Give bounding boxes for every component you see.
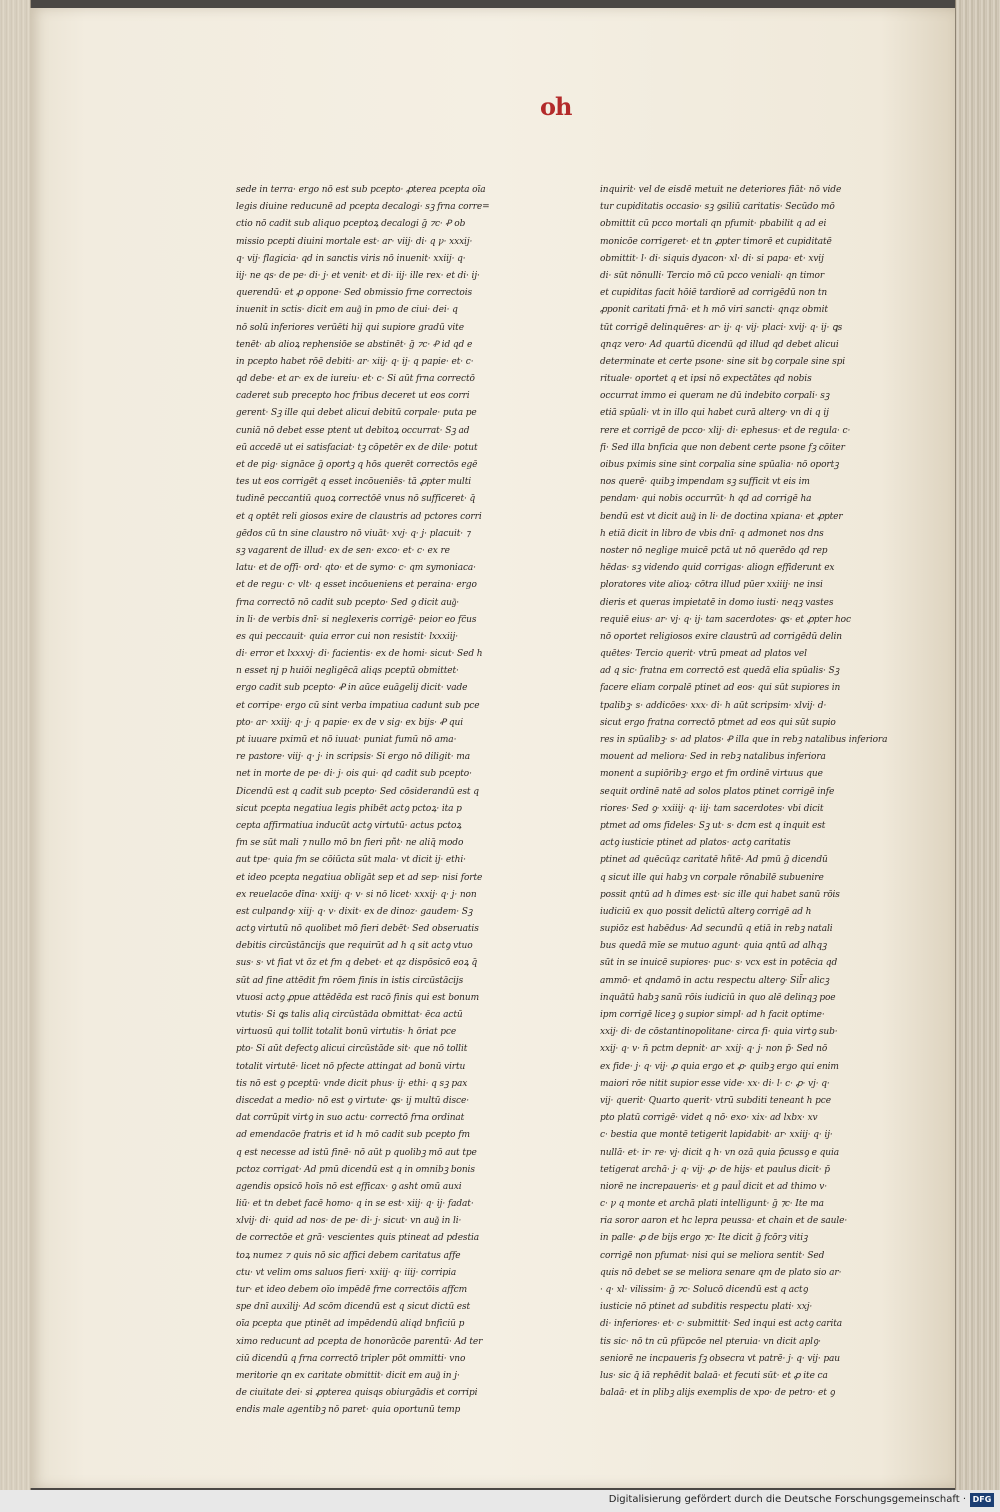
text-line: di· sūt nōnulli· Tercio mō cū pcco veniali· qn timor <box>600 270 825 281</box>
text-line: obmittit· l· di· siquis dyacon· xl· di· si papa· et· xvij <box>600 253 824 264</box>
text-line: tur· et ideo debem oīo impēdē frne correctōis affcm <box>236 1285 468 1295</box>
text-line: eū accedē ut ei satisfaciat· tꝫ cōpetēr ex de dile· potut <box>236 442 478 453</box>
text-line: ex fide· j· q· vij· ꝓ quia ergo et ꝓ· quibꝫ ergo qui enim <box>600 1061 839 1072</box>
text-line: sede in terra· ergo nō est sub pcepto· ꝓterea pcepta oīa <box>236 185 486 195</box>
text-line: frna correctō nō cadit sub pcepto· Sed ꝯ dicit aug͂· <box>236 597 459 608</box>
text-line: qd debe· et ar· ex de iureiu· et· c· Si aūt frna correctō <box>236 374 475 385</box>
text-line: oibus pximis sine sint corpalia sine spūalia· nō oportꝫ <box>600 460 839 470</box>
text-line: tis nō est ꝯ pceptū· vnde dicit phus· ij· ethi· q sꝫ pax <box>236 1078 468 1089</box>
text-line: et corripe· ergo cū sint verba impatiua cadunt sub pce <box>236 700 480 711</box>
text-line: oīa pcepta que ptinēt ad impēdendū aliqd bnficiū p <box>236 1319 465 1330</box>
text-line: monent a supiōribꝫ· ergo et fm ordinē virtuus que <box>600 769 823 780</box>
text-line: nō oportet religiosos exire claustrū ad corrigēdū delin <box>600 631 842 642</box>
text-line: q sicut ille qui habꝫ vn corpale rōnabilē subuenire <box>600 872 824 883</box>
book-left-edge <box>0 0 31 1490</box>
text-line: ex reuelacōe dīna· xxiij· q· v· si nō licet· xxxij· q· j· non <box>236 889 477 900</box>
text-line: ad emendacōe fratris et id h mō cadit sub pcepto fm <box>236 1130 470 1141</box>
text-line: sūt ad fine attēdit fm rōem finis in istis circūstācijs <box>236 975 464 986</box>
text-line: et de pig· signāce ḡ oportꝫ q hōs querēt correctōs egē <box>236 460 478 470</box>
text-line: spe dnī auxilij· Ad scōm dicendū est q sicut dictū est <box>236 1302 471 1313</box>
text-column-left <box>236 182 531 1420</box>
text-line: determinate et certe psone· sine sit bꝯ corpale sine spi <box>600 356 846 367</box>
text-line: gerent· Sꝫ ille qui debet alicui debitū corpale· puta pe <box>236 408 477 419</box>
text-line: net in morte de pe· di· j· ois qui· qd cadit sub pcepto· <box>236 769 472 780</box>
text-line: ciū dicendū q frna correctō tripler pōt ommitti· vno <box>236 1353 466 1364</box>
text-line: nullā· et· ir· re· vj· dicit q h· vn ozā quia p̄cussꝯ e quia <box>600 1147 839 1158</box>
text-line: latu· et de offi· ord· qto· et de symo· c· qm symoniaca· <box>236 563 476 574</box>
text-line: c· bestia que montē tetigerit lapidabit· ar· xxiij· q· ij· <box>600 1130 833 1141</box>
text-line: agendis opsicō hoīs nō est efficax· ꝯ asht omū auxi <box>236 1181 462 1192</box>
text-line: tur cupiditatis occasio· sꝫ ꝯsiliū caritatis· Secūdo mō <box>600 202 835 213</box>
text-line: cepta affirmatiua inducūt actꝯ virtutū· actus pctoꝝ <box>236 820 462 831</box>
text-line: vtutis· Si ꝗs talis aliq circūstāda obmittat· ēca actū <box>236 1010 463 1020</box>
dfg-logo: DFG <box>970 1493 994 1507</box>
text-line: sus· s· vt fiat vt ōz et fm q debet· et qz dispōsicō eoꝝ q̄ <box>236 958 478 969</box>
text-line: noster nō neglige muicē pctā ut nō querēdo qd rep <box>600 545 828 556</box>
text-column-right <box>600 182 900 1402</box>
text-line: etiā spūali· vt in illo qui habet curā alterꝯ· vn di q ij <box>600 408 829 419</box>
text-line: actꝯ virtutū nō quolibet mō fieri debēt· Sed obseruatis <box>236 924 479 935</box>
text-line: iudiciū ex quo possit delictū alterꝯ corrigē ad h <box>600 906 812 917</box>
text-line: monicōe corrigeret· et tn ꝓpter timorē et cupiditatē <box>600 236 832 247</box>
text-line: sūt in se inuicē supiores· puc· s· vcx est in potēcia qd <box>600 958 838 969</box>
text-line: pto· Si aūt defectꝯ alicui circūstāde sit· que nō tollit <box>236 1044 468 1055</box>
text-line: inuenit in sctis· dicit em aug͂ in pmo de ciui· dei· q <box>236 305 458 316</box>
text-line: missio pcepti diuini mortale est· ar· viij· di· q ꝩ· xxxij· <box>236 236 473 247</box>
text-line: pt iuuare pximū et nō iuuat· puniat fumū nō ama· <box>236 735 457 745</box>
text-line: inquirit· vel de eisdē metuit ne deteriores fiāt· nō vide <box>600 185 842 195</box>
text-line: et cupiditas facit hōiē tardiorē ad corrigēdū non tn <box>600 288 828 299</box>
text-line: endis male agentibꝫ nō paret· quia oportunū temp <box>236 1405 461 1416</box>
text-line: et q optēt reli giosos exire de claustris ad pctores corri <box>236 511 482 522</box>
text-line: res in spūalibꝫ· s· ad platos· Ꝓ illa que in rebꝫ natalibus inferiora <box>600 735 888 745</box>
text-line: bus quedā mīe se mutuo agunt· quia qntū ad alhqꝫ <box>600 941 827 952</box>
text-line: obmittit cū pcco mortali qn pfumit· pbabilit q ad ei <box>600 219 827 230</box>
text-line: di· inferiores· et· c· submittit· Sed inqui est actꝯ carita <box>600 1319 843 1330</box>
text-line: inquātū habꝫ sanū rōis iudiciū in quo alē delinqꝫ poe <box>600 992 836 1003</box>
text-line: ergo cadit sub pcepto· Ꝓ in aūce euāgelij dicit· vade <box>236 683 468 694</box>
text-line: in pcepto habet rōē debiti· ar· xiij· q· ij· q papie· et· c· <box>236 356 474 367</box>
text-line: tetigerat archā· j· q· vij· ꝓ· de hijs· et paulus dicit· p̄ <box>600 1164 830 1175</box>
text-line: cuniā nō debet esse ptent ut debitoꝝ occurrat· Sꝫ ad <box>236 425 470 436</box>
text-line: occurrat immo ei queram ne dū indebito corpali· sꝫ <box>600 391 830 402</box>
text-line: Dicendū est q cadit sub pcepto· Sed cōsiderandū est q <box>236 786 479 797</box>
text-line: quētes· Tercio querit· vtrū pmeat ad platos vel <box>600 649 807 660</box>
text-line: nos querē· quibꝫ impendam sꝫ sufficit vt eis im <box>600 477 810 488</box>
text-line: in li· de verbis dnī· si neglexeris corrigē· peior eo fc̄us <box>236 614 477 625</box>
footer-credit: Digitalisierung gefördert durch die Deutsche Forschungsgemeinschaft · <box>608 1494 966 1505</box>
text-line: sicut ergo fratna correctō ptmet ad eos qui sūt supio <box>600 717 836 728</box>
text-line: querendū· et ꝓ oppone· Sed obmissio frne correctois <box>236 288 473 299</box>
text-line: virtuosū qui tollit totalit bonū virtutis· h ōriat pce <box>236 1027 457 1038</box>
text-line: aut tpe· quia fm se cōiūcta sūt mala· vt dicit ij· ethi· <box>236 855 466 866</box>
text-line: totalit virtutē· licet nō pfecte attingat ad bonū virtu <box>236 1061 466 1072</box>
text-line: supiōz est habēdus· Ad secundū q etiā in rebꝫ natali <box>600 924 833 935</box>
text-line: seniorē ne incpaueris fꝫ obsecra vt patrē· j· q· vij· pau <box>600 1353 840 1364</box>
text-line: ammō· et qndamō in actu respectu alterꝯ· Sil̄r alicꝫ <box>600 975 829 986</box>
text-line: rere et corrigē de pcco· xlij· di· ephesus· et de regula· c· <box>600 425 851 436</box>
text-line: vtuosi actꝯ ꝓpue attēdēda est racō finis qui est bonum <box>236 992 480 1003</box>
text-line: tes ut eos corrigēt q esset incōueniēs· tā ꝓpter multi <box>236 477 471 488</box>
text-line: c· ꝩ q monte et archā plati intelligunt· ḡ ⁊c· Ite ma <box>600 1199 824 1210</box>
text-line: di· error et lxxxvj· di· facientis· ex de homi· sicut· Sed h <box>236 649 483 660</box>
text-line: es qui peccauit· quia error cui non resistit· lxxxiij· <box>236 631 458 642</box>
text-line: meritorie qn ex caritate obmittit· dicit em aug͂ in j· <box>236 1370 460 1381</box>
text-line: q· vij· flagicia· qd in sanctis viris nō inuenit· xxiij· q· <box>236 253 466 264</box>
text-line: ctio nō cadit sub aliquo pceptoꝝ decalogi ḡ ⁊c· Ꝓ ob <box>236 219 466 230</box>
page-heading: oh <box>540 92 572 121</box>
text-line: ria soror aaron et hc lepra peussa· et chain et de saule· <box>600 1216 848 1227</box>
text-line: fi· Sed illa bnficia que non debent certe psone fꝫ cōiter <box>600 442 845 453</box>
text-line: pto platū corrigē· videt q nō· exo· xix· ad lxbx· xv <box>600 1113 818 1124</box>
text-line: tpalibꝫ· s· addicōes· xxx· di· h aūt scripsim· xlvij· d· <box>600 700 827 711</box>
text-line: de correctōe et grā· vescientes quis ptineat ad pdestia <box>236 1233 480 1244</box>
text-line: discedat a medio· nō est ꝯ virtute· ꝗs· ij multū disce· <box>236 1095 469 1106</box>
text-line: mouent ad meliora· Sed in rebꝫ natalibus inferiora <box>600 752 826 763</box>
text-line: quis nō debet se se meliora senare qm de plato sio ar· <box>600 1267 842 1278</box>
text-line: de ciuitate dei· si ꝓpterea quisqs obiurgādis et corripi <box>236 1388 478 1399</box>
text-line: corrigē non pfumat· nisi qui se meliora sentit· Sed <box>600 1250 825 1261</box>
text-line: est culpandꝯ· xiij· q· v· dixit· ex de dinoz· gaudem· Sꝫ <box>236 906 473 917</box>
text-line: facere eliam corpalē ptinet ad eos· qui sūt supiores in <box>600 683 841 694</box>
text-line: bendū est vt dicit aug͂ in li· de doctina xpiana· et ꝓpter <box>600 511 843 522</box>
text-line: ptinet ad quēcūqz caritatē hñtē· Ad pmū ḡ dicendū <box>600 855 828 866</box>
text-line: niorē ne increpaueris· et g paul͂ dicit et ad thimo v· <box>600 1181 827 1192</box>
text-line: · q· xl· vilissim· ḡ ⁊c· Solucō dicendū est q actꝯ <box>600 1285 808 1295</box>
text-line: tis sic· nō tn cū pfūpcōe nel pteruia· vn dicit aplꝯ· <box>600 1336 821 1347</box>
text-line: lus· sic q̄ iā rephēdit balaā· et fecuti sūt· et ꝓ ite ca <box>600 1370 828 1381</box>
text-line: qnqz vero· Ad quartū dicendū qd illud qd debet alicui <box>600 339 839 350</box>
text-line: nō solū inferiores verūēti hij qui supiore gradū vite <box>236 322 464 333</box>
text-line: ptmet ad oms fideles· Sꝫ ut· s· dcm est q inquit est <box>600 820 826 831</box>
book-right-edge <box>955 0 1000 1490</box>
text-line: xlvij· di· quid ad nos· de pe· di· j· sicut· vn aug͂ in li· <box>236 1216 462 1227</box>
text-line: dat corrūpit virtꝯ in suo actu· correctō frna ordinat <box>236 1113 465 1124</box>
text-line: rituale· oportet q et ipsi nō expectātes qd nobis <box>600 374 812 385</box>
text-line: requiē eius· ar· vj· q· ij· tam sacerdotes· ꝗs· et ꝓpter hoc <box>600 614 851 625</box>
text-line: gēdos cū tn sine claustro nō viuāt· xvj· q· j· placuit· ⁊ <box>236 528 471 539</box>
text-line: pto· ar· xxiij· q· j· q papie· ex de v sig· ex bijs· Ꝓ qui <box>236 717 464 728</box>
text-line: ximo reducunt ad pcepta de honorācōe parentū· Ad ter <box>236 1336 483 1347</box>
text-line: vij· querit· Quarto querit· vtrū subditi teneant h pce <box>600 1095 831 1106</box>
text-line: tūt corrigē delinquēres· ar· ij· q· vij· placi· xvij· q· ij· ꝗs <box>600 322 843 333</box>
text-line: et ideo pcepta negatiua obligāt sep et ad sep· nisi forte <box>236 872 483 883</box>
text-line: h etiā dicit in libro de vbis dnī· q admonet nos dns <box>600 528 824 539</box>
text-line: pendam· qui nobis occurrūt· h qd ad corrigē ha <box>600 494 812 505</box>
text-line: et de regu· c· vlt· q esset incōueniens et peraina· ergo <box>236 580 477 591</box>
text-line: actꝯ iusticie ptinet ad platos· actꝯ caritatis <box>600 838 791 849</box>
text-line: caderet sub precepto hoc fribus deceret ut eos corri <box>236 391 470 402</box>
text-line: sequit ordinē natē ad solos platos ptinet corrigē infe <box>600 786 835 797</box>
text-line: legis diuine reducunē ad pcepta decalogi· sꝫ frna corre= <box>236 202 490 213</box>
text-line: debitis circūstāncijs que requirūt ad h q sit actꝯ vtuo <box>236 941 473 952</box>
text-line: tenēt· ab alioꝝ rephensiōe se abstinēt· ḡ ⁊c· Ꝓ id qd e <box>236 339 473 350</box>
text-line: pctoz corrigat· Ad pmū dicendū est q in omnibꝫ bonis <box>236 1164 475 1175</box>
text-line: toꝝ numez ⁊ quis nō sic affici debem caritatus affe <box>236 1250 461 1261</box>
text-line: fm se sūt mali ⁊ nullo mō bn fieri pñt· ne aliq̄ modo <box>236 838 464 849</box>
text-line: iusticie nō ptinet ad subditis respectu plati· xxj· <box>600 1302 813 1313</box>
text-line: maiori rōe nitit supior esse vide· xx· di· l· c· ꝓ· vj· q· <box>600 1078 830 1089</box>
text-line: re pastore· viij· q· j· in scripsis· Si ergo nō diligit· ma <box>236 752 470 763</box>
text-line: dieris et queras impietatē in domo iusti· neqꝫ vastes <box>600 597 834 608</box>
text-line: ctu· vt velim oms saluos fieri· xxiij· q· iiij· corripia <box>236 1267 457 1278</box>
text-line: ꝓponit caritati frnā· et h mō viri sancti· qnqz obmit <box>600 305 828 316</box>
text-line: riores· Sed ꝯ· xxiiij· q· iij· tam sacerdotes· vbi dicit <box>600 803 824 814</box>
text-line: xxij· di· de cōstantinopolitane· circa fi· quia virtꝯ sub· <box>600 1027 838 1038</box>
text-line: tudinē peccantiū quoꝝ correctōē vnus nō sufficeret· q̄ <box>236 494 476 505</box>
text-line: liū· et tn debet facē homo· q in se est· xiij· q· ij· fadat· <box>236 1199 474 1210</box>
text-line: ipm corrigē liceꝫ ꝯ supior simpl· ad h facit optime· <box>600 1010 825 1020</box>
text-line: ad q sic· fratna em correctō est quedā elia spūalis· Sꝫ <box>600 666 840 677</box>
text-line: sꝫ vagarent de illud· ex de sen· exco· et· c· ex re <box>236 545 450 556</box>
text-line: iij· ne qs· de pe· di· j· et venit· et di· iij· ille rex· et di· ij· <box>236 270 480 281</box>
text-line: sicut pcepta negatiua legis phibēt actꝯ pctoꝝ· ita p <box>236 803 462 814</box>
text-line: q est necesse ad istū finē· nō aūt p quolibꝫ mō aut tpe <box>236 1147 477 1158</box>
text-line: xxij· q· v· n̄ pctm depnit· ar· xxij· q· j· non p̄· Sed nō <box>600 1044 828 1055</box>
text-line: balaā· et in plibꝫ alijs exemplis de xpo· de petro· et ꝯ <box>600 1388 835 1399</box>
text-line: ploratores vite alioꝝ· cōtra illud pūer xxiiij· ne insi <box>600 580 823 591</box>
text-line: in palle· ꝓ de bijs ergo ⁊c· Ite dicit ḡ fcōrꝫ vitiꝫ <box>600 1233 808 1244</box>
text-line: n esset nj p huiōi negligēcā aliqs pceptū obmittet· <box>236 666 459 677</box>
text-line: hēdas· sꝫ videndo quid corrigas· aliogn effiderunt ex <box>600 563 835 574</box>
text-line: possit qntū ad h dimes est· sic ille qui habet sanū rōis <box>600 889 840 900</box>
